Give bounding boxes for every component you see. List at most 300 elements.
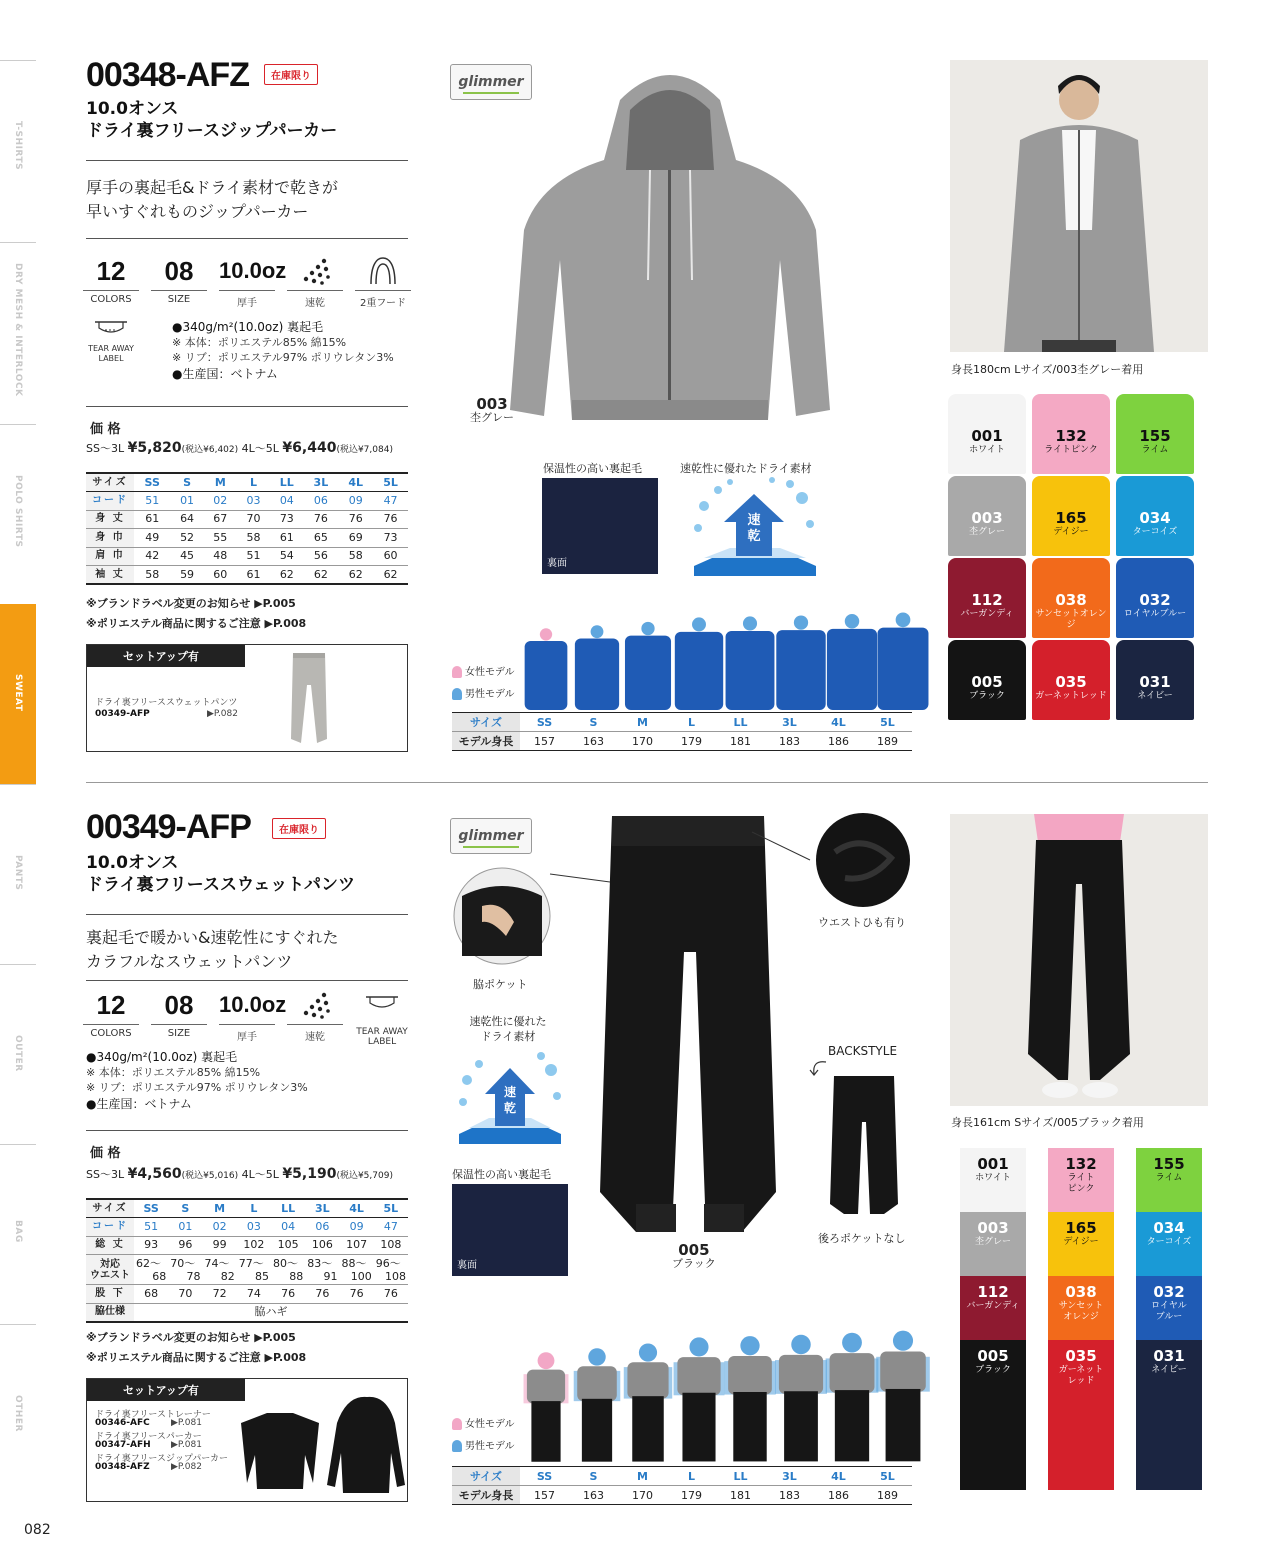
male-model-figure bbox=[775, 1335, 827, 1462]
stat-dry: 速乾 bbox=[287, 256, 343, 309]
color-code: 003 bbox=[977, 1219, 1009, 1237]
nav-other[interactable] bbox=[0, 1324, 36, 1504]
size-cell: S bbox=[168, 1199, 202, 1218]
color-swatch[interactable] bbox=[1136, 1276, 1202, 1344]
size-cell: 69 bbox=[338, 529, 373, 548]
size-row bbox=[86, 547, 408, 566]
male-model-figure bbox=[574, 1348, 621, 1461]
size-col-header: SS bbox=[134, 473, 170, 492]
size-cell: 72 bbox=[203, 1285, 237, 1304]
stat-size: 08 SIZE bbox=[151, 256, 207, 305]
color-swatch[interactable] bbox=[1116, 640, 1194, 720]
model-cell: 157 bbox=[520, 732, 569, 751]
model-cell: 157 bbox=[520, 1486, 569, 1505]
size-row-label: コード bbox=[86, 1218, 134, 1237]
color-swatch[interactable] bbox=[1116, 558, 1194, 638]
model-cell: LL bbox=[716, 713, 765, 732]
size-table bbox=[86, 472, 408, 585]
size-col-header: 5L bbox=[373, 473, 408, 492]
stat-colors: 12 COLORS bbox=[83, 256, 139, 305]
color-swatch[interactable] bbox=[1048, 1212, 1114, 1280]
pants-thumb bbox=[287, 649, 331, 749]
color-code: 005 bbox=[977, 1347, 1009, 1365]
lead-line: カラフルなスウェットパンツ bbox=[86, 952, 293, 971]
color-code: 035 bbox=[1065, 1347, 1097, 1365]
size-row bbox=[86, 510, 408, 529]
color-swatch[interactable] bbox=[1048, 1148, 1114, 1216]
size-cell: 52 bbox=[170, 529, 203, 548]
product-code: 00348-AFZ bbox=[86, 56, 249, 94]
color-code: 132 bbox=[1055, 427, 1087, 445]
size-cell: 06 bbox=[305, 1218, 339, 1237]
tear-label-icon bbox=[91, 318, 131, 340]
color-code: 032 bbox=[1153, 1283, 1185, 1301]
color-code: 038 bbox=[1065, 1283, 1097, 1301]
size-cell: 93 bbox=[134, 1236, 168, 1255]
model-cell: 179 bbox=[667, 1486, 716, 1505]
male-model-figure bbox=[876, 1331, 930, 1462]
color-code: 165 bbox=[1055, 509, 1087, 527]
size-cell: 55 bbox=[204, 529, 237, 548]
size-cell: 01 bbox=[170, 492, 203, 511]
model-cell: 163 bbox=[569, 732, 618, 751]
male-model-figure bbox=[674, 1337, 725, 1461]
model-cell: 181 bbox=[716, 1486, 765, 1505]
size-cell: 51 bbox=[134, 1218, 168, 1237]
size-header-row bbox=[86, 473, 408, 492]
color-name: サンセットオレンジ bbox=[1035, 609, 1107, 630]
svg-text:乾: 乾 bbox=[503, 1101, 517, 1115]
size-cell: 70 bbox=[168, 1285, 202, 1304]
color-swatch[interactable] bbox=[948, 558, 1026, 638]
model-caption: 身長161cm Sサイズ/005ブラック着用 bbox=[951, 1116, 1144, 1129]
model-row-label: モデル身長 bbox=[452, 1486, 520, 1505]
size-cell: 77〜 85 bbox=[238, 1256, 269, 1283]
color-swatch[interactable] bbox=[948, 394, 1026, 474]
color-code: 155 bbox=[1153, 1155, 1185, 1173]
size-cell: 58 bbox=[338, 547, 373, 566]
color-swatch[interactable] bbox=[1116, 394, 1194, 474]
model-cell: 181 bbox=[716, 732, 765, 751]
nav-label: DRY MESH & INTERLOCK bbox=[13, 263, 23, 397]
color-code: 165 bbox=[1065, 1219, 1097, 1237]
size-cell: 03 bbox=[237, 492, 270, 511]
color-name: ガーネット レッド bbox=[1058, 1365, 1104, 1386]
callout-lines bbox=[548, 830, 828, 890]
model-row-label: モデル身長 bbox=[452, 732, 520, 751]
stat-tear-away: TEAR AWAY LABEL bbox=[352, 990, 412, 1047]
color-swatch[interactable] bbox=[1136, 1340, 1202, 1490]
color-name: デイジー bbox=[1053, 527, 1089, 537]
hood-icon bbox=[355, 256, 411, 286]
dry-dots-icon bbox=[287, 990, 343, 1020]
size-row-label: 脇仕様 bbox=[86, 1303, 134, 1322]
size-row bbox=[86, 1303, 408, 1322]
color-name: ブラック bbox=[975, 1365, 1011, 1375]
model-size-row bbox=[452, 713, 912, 732]
color-code: 155 bbox=[1139, 427, 1171, 445]
svg-text:速: 速 bbox=[503, 1085, 517, 1099]
color-swatch[interactable] bbox=[948, 476, 1026, 556]
size-cell: 88〜 100 bbox=[341, 1256, 372, 1283]
model-photo bbox=[950, 814, 1208, 1106]
model-cell: 4L bbox=[814, 1467, 863, 1486]
stock-badge: 在庫限り bbox=[272, 818, 326, 839]
pocket-label: 脇ポケット bbox=[473, 978, 528, 991]
size-row-label: サイズ bbox=[86, 473, 134, 492]
lead-line: 厚手の裏起毛&ドライ素材で乾きが bbox=[86, 178, 338, 197]
fleece-swatch: 裏面 bbox=[542, 478, 658, 574]
size-cell: 51 bbox=[237, 547, 270, 566]
color-swatch[interactable] bbox=[1136, 1212, 1202, 1280]
brand-logo: glimmer bbox=[450, 818, 532, 854]
color-name: ブラック bbox=[969, 691, 1005, 701]
setup-item[interactable]: ドライ裏フリースジップパーカー bbox=[95, 1454, 229, 1464]
size-row bbox=[86, 1199, 408, 1218]
size-cell: 51 bbox=[134, 492, 170, 511]
dry-material-icon bbox=[455, 1048, 565, 1148]
model-cell: 179 bbox=[667, 732, 716, 751]
product-name: ドライ裏フリースジップパーカー bbox=[86, 121, 338, 141]
color-swatch[interactable] bbox=[1032, 394, 1110, 474]
size-cell: 5L bbox=[374, 1199, 408, 1218]
setup-item-code[interactable]: 00347-AFH ▶P.081 bbox=[95, 1440, 202, 1450]
size-cell: 62 bbox=[373, 566, 408, 585]
size-cell: M bbox=[203, 1199, 237, 1218]
nav-label: T-SHIRTS bbox=[13, 121, 23, 171]
color-code: 112 bbox=[977, 1283, 1009, 1301]
size-cell: 02 bbox=[204, 492, 237, 511]
size-cell: 83〜 91 bbox=[307, 1256, 338, 1283]
size-cell: 59 bbox=[170, 566, 203, 585]
size-cell: 76 bbox=[303, 510, 338, 529]
color-name: ロイヤル ブルー bbox=[1151, 1301, 1187, 1322]
product-name: ドライ裏フリーススウェットパンツ bbox=[86, 875, 355, 895]
color-name: デイジー bbox=[1063, 1237, 1099, 1247]
male-model-figure bbox=[726, 616, 775, 710]
size-cell: 06 bbox=[303, 492, 338, 511]
svg-text:速: 速 bbox=[747, 513, 761, 528]
female-icon bbox=[452, 666, 462, 678]
size-cell: 62 bbox=[303, 566, 338, 585]
color-code: 005 bbox=[971, 673, 1003, 691]
nav-polo[interactable] bbox=[0, 424, 36, 604]
color-swatch[interactable] bbox=[948, 640, 1026, 720]
model-cell: 189 bbox=[863, 1486, 912, 1505]
size-cell: SS bbox=[134, 1199, 168, 1218]
model-height-table bbox=[452, 1466, 912, 1505]
stat-size: 08 SIZE bbox=[151, 990, 207, 1039]
size-cell: 73 bbox=[373, 529, 408, 548]
svg-text:乾: 乾 bbox=[747, 529, 761, 544]
size-cell: 76 bbox=[374, 1285, 408, 1304]
price-heading: 価 格 bbox=[90, 422, 121, 437]
note-line[interactable]: ※ブランドラベル変更のお知らせ ▶P.005 bbox=[86, 1331, 296, 1344]
size-cell: 74 bbox=[237, 1285, 271, 1304]
size-models-figure bbox=[520, 1324, 930, 1464]
size-cell: 45 bbox=[170, 547, 203, 566]
setup-item[interactable]: ドライ裏フリーストレーナー bbox=[95, 1410, 211, 1420]
size-cell: 4L bbox=[340, 1199, 374, 1218]
size-row-label: コード bbox=[86, 492, 134, 511]
size-col-header: 4L bbox=[338, 473, 373, 492]
size-col-header: LL bbox=[270, 473, 303, 492]
color-swatch[interactable] bbox=[960, 1276, 1026, 1344]
size-cell: 64 bbox=[170, 510, 203, 529]
model-height-row bbox=[452, 1486, 912, 1505]
size-col-header: L bbox=[237, 473, 270, 492]
size-row bbox=[86, 1218, 408, 1237]
size-cell: 09 bbox=[340, 1218, 374, 1237]
color-name: ライム bbox=[1155, 1173, 1183, 1183]
stat-hood: 2重フード bbox=[355, 256, 411, 309]
model-cell: 170 bbox=[618, 1486, 667, 1505]
color-code: 003 bbox=[971, 509, 1003, 527]
setup-item-code[interactable]: 00348-AFZ ▶P.082 bbox=[95, 1462, 202, 1472]
model-row-label: サイズ bbox=[452, 713, 520, 732]
male-model-figure bbox=[675, 617, 723, 710]
stat-dry: 速乾 bbox=[287, 990, 343, 1043]
waist-cord-detail-image bbox=[815, 812, 911, 908]
size-col-header: 3L bbox=[303, 473, 338, 492]
size-row-label: 肩 巾 bbox=[86, 547, 134, 566]
pocket-detail-image bbox=[452, 866, 552, 966]
size-row bbox=[86, 529, 408, 548]
male-model-figure bbox=[575, 625, 619, 710]
size-cell: 60 bbox=[373, 547, 408, 566]
female-model-figure bbox=[525, 628, 568, 710]
size-table bbox=[86, 1198, 408, 1323]
stat-colors: 12 COLORS bbox=[83, 990, 139, 1039]
model-size-row bbox=[452, 1467, 912, 1486]
model-cell: 189 bbox=[863, 732, 912, 751]
color-swatch[interactable] bbox=[1136, 1148, 1202, 1216]
main-color-caption: 003 杢グレー bbox=[470, 395, 514, 424]
color-code: 001 bbox=[977, 1155, 1009, 1173]
fleece-swatch: 裏面 bbox=[452, 1184, 568, 1276]
male-model-figure bbox=[624, 1343, 672, 1461]
spec-block: ●340g/m²(10.0oz) 裏起毛 ※ 本体：ポリエステル85% 綿15% ※ リブ：ポリエステル97% ポリウレタン3% ●生産国：ベトナム bbox=[86, 1050, 308, 1111]
color-code: 132 bbox=[1065, 1155, 1097, 1173]
color-code: 031 bbox=[1139, 673, 1171, 691]
lead-line: 早いすぐれものジップパーカー bbox=[86, 202, 309, 221]
size-col-header: S bbox=[170, 473, 203, 492]
main-color-caption: 005 ブラック bbox=[672, 1241, 716, 1270]
color-name: ガーネットレッド bbox=[1035, 691, 1107, 701]
model-legend: 女性モデル 男性モデル bbox=[452, 1414, 515, 1458]
note-line[interactable]: ※ブランドラベル変更のお知らせ ▶P.005 bbox=[86, 597, 296, 610]
color-swatch[interactable] bbox=[1048, 1276, 1114, 1344]
size-row-label: サイズ bbox=[86, 1199, 134, 1218]
model-cell: LL bbox=[716, 1467, 765, 1486]
model-cell: 170 bbox=[618, 732, 667, 751]
color-swatch[interactable] bbox=[960, 1340, 1026, 1490]
model-cell: 3L bbox=[765, 713, 814, 732]
size-cell: 70 bbox=[237, 510, 270, 529]
nav-label: BAG bbox=[13, 1220, 23, 1243]
male-model-figure bbox=[625, 622, 671, 710]
male-model-figure bbox=[826, 1333, 879, 1462]
size-cell: 107 bbox=[340, 1236, 374, 1255]
size-cell: 47 bbox=[373, 492, 408, 511]
size-cell: 76 bbox=[305, 1285, 339, 1304]
price-line: SS〜3L ¥5,820(税込¥6,402) 4L〜5L ¥6,440(税込¥7,084) bbox=[86, 440, 393, 456]
stat-weight: 10.0oz 厚手 bbox=[219, 258, 287, 309]
size-cell: 96〜 108 bbox=[375, 1256, 406, 1283]
product-code: 00349-AFP bbox=[86, 808, 251, 846]
size-row-label: 身 巾 bbox=[86, 529, 134, 548]
product-subtitle: 10.0オンス bbox=[86, 99, 179, 119]
model-row-label: サイズ bbox=[452, 1467, 520, 1486]
color-swatch[interactable] bbox=[1116, 476, 1194, 556]
color-code: 035 bbox=[1055, 673, 1087, 691]
size-cell: 01 bbox=[168, 1218, 202, 1237]
page-number: 082 bbox=[24, 1522, 51, 1538]
model-cell: S bbox=[569, 1467, 618, 1486]
model-cell: 163 bbox=[569, 1486, 618, 1505]
size-cell: 76 bbox=[340, 1285, 374, 1304]
color-swatch[interactable] bbox=[960, 1212, 1026, 1280]
sweat-tops-thumb bbox=[227, 1393, 405, 1501]
nav-outer[interactable] bbox=[0, 964, 36, 1144]
nav-label: PANTS bbox=[13, 855, 23, 891]
nav-sweat[interactable] bbox=[0, 604, 36, 784]
lead-line: 裏起毛で暖かい&速乾性にすぐれた bbox=[86, 928, 339, 947]
spec-block: ●340g/m²(10.0oz) 裏起毛 ※ 本体：ポリエステル85% 綿15% ※ リブ：ポリエステル97% ポリウレタン3% ●生産国：ベトナム bbox=[172, 320, 394, 381]
size-cell: 48 bbox=[204, 547, 237, 566]
price-heading: 価 格 bbox=[90, 1146, 121, 1161]
size-cell: 76 bbox=[271, 1285, 305, 1304]
model-cell: 183 bbox=[765, 1486, 814, 1505]
dry-dots-icon bbox=[287, 256, 343, 286]
size-cell: 47 bbox=[374, 1218, 408, 1237]
setup-item[interactable]: ドライ裏フリースパーカー bbox=[95, 1432, 202, 1442]
female-model-figure bbox=[524, 1352, 569, 1462]
size-cell: 56 bbox=[303, 547, 338, 566]
size-cell: 108 bbox=[374, 1236, 408, 1255]
color-name: ターコイズ bbox=[1146, 1237, 1192, 1247]
model-cell: S bbox=[569, 713, 618, 732]
setup-heading: セットアップ有 bbox=[87, 1379, 245, 1401]
size-cell: 02 bbox=[203, 1218, 237, 1237]
size-models-figure bbox=[520, 606, 930, 710]
no-back-pocket-label: 後ろポケットなし bbox=[818, 1232, 906, 1245]
setup-item-code[interactable]: 00346-AFC ▶P.081 bbox=[95, 1418, 202, 1428]
color-name: ネイビー bbox=[1151, 1365, 1187, 1375]
size-cell: LL bbox=[271, 1199, 305, 1218]
color-code: 034 bbox=[1139, 509, 1171, 527]
model-legend: 女性モデル 男性モデル bbox=[452, 662, 515, 706]
size-cell: L bbox=[237, 1199, 271, 1218]
size-cell: 73 bbox=[270, 510, 303, 529]
size-row-label: 対応 ウエスト bbox=[86, 1255, 134, 1285]
model-cell: 186 bbox=[814, 1486, 863, 1505]
color-swatch[interactable] bbox=[1048, 1340, 1114, 1490]
color-swatch[interactable] bbox=[1032, 558, 1110, 638]
price-line: SS〜3L ¥4,560(税込¥5,016) 4L〜5L ¥5,190(税込¥5,709) bbox=[86, 1166, 393, 1182]
size-cell: 54 bbox=[270, 547, 303, 566]
size-row bbox=[86, 1285, 408, 1304]
size-cell: 42 bbox=[134, 547, 170, 566]
model-cell: 3L bbox=[765, 1467, 814, 1486]
size-cell: 62 bbox=[338, 566, 373, 585]
color-name: バーガンディ bbox=[966, 1301, 1020, 1311]
color-swatch[interactable] bbox=[1032, 640, 1110, 720]
size-row-label: 総 丈 bbox=[86, 1236, 134, 1255]
note-line[interactable]: ※ポリエステル商品に関するご注意 ▶P.008 bbox=[86, 1351, 307, 1364]
model-cell: M bbox=[618, 1467, 667, 1486]
nav-dry-mesh[interactable] bbox=[0, 242, 36, 424]
male-model-figure bbox=[827, 614, 877, 710]
color-swatch[interactable] bbox=[1032, 476, 1110, 556]
model-cell: SS bbox=[520, 713, 569, 732]
color-code: 112 bbox=[971, 591, 1003, 609]
color-name: 杢グレー bbox=[974, 1237, 1011, 1247]
size-cell: 105 bbox=[271, 1236, 305, 1255]
setup-item[interactable]: ドライ裏フリーススウェットパンツ bbox=[95, 698, 238, 708]
color-code: 034 bbox=[1153, 1219, 1185, 1237]
color-name: ライト ピンク bbox=[1067, 1173, 1095, 1194]
size-cell: 70〜 78 bbox=[170, 1256, 201, 1283]
size-cell: 60 bbox=[204, 566, 237, 585]
size-cell: 99 bbox=[203, 1236, 237, 1255]
model-cell: 4L bbox=[814, 713, 863, 732]
male-model-figure bbox=[878, 612, 929, 710]
fleece-feature-label: 保温性の高い裏起毛 bbox=[543, 462, 642, 475]
tear-away-label: TEAR AWAY LABEL bbox=[84, 318, 138, 364]
size-row bbox=[86, 1236, 408, 1255]
size-cell: 49 bbox=[134, 529, 170, 548]
size-cell: 03 bbox=[237, 1218, 271, 1237]
backstyle-label: BACKSTYLE bbox=[828, 1044, 898, 1058]
male-icon bbox=[452, 1440, 462, 1452]
size-cell: 58 bbox=[134, 566, 170, 585]
model-cell: 186 bbox=[814, 732, 863, 751]
color-swatch[interactable] bbox=[960, 1148, 1026, 1216]
tear-label-icon bbox=[352, 990, 412, 1020]
back-pants-image bbox=[826, 1074, 902, 1220]
male-icon bbox=[452, 688, 462, 700]
nav-label: POLO SHIRTS bbox=[13, 475, 23, 548]
nav-tshirts[interactable] bbox=[0, 60, 36, 242]
color-name: 杢グレー bbox=[968, 527, 1005, 537]
product-subtitle: 10.0オンス bbox=[86, 853, 179, 873]
color-code: 032 bbox=[1139, 591, 1171, 609]
color-name: バーガンディ bbox=[960, 609, 1014, 619]
size-cell: 62 bbox=[270, 566, 303, 585]
note-line[interactable]: ※ポリエステル商品に関するご注意 ▶P.008 bbox=[86, 617, 307, 630]
setup-item-code[interactable]: 00349-AFP ▶P.082 bbox=[95, 709, 238, 719]
model-cell: 5L bbox=[863, 1467, 912, 1486]
model-cell: 5L bbox=[863, 713, 912, 732]
model-cell: M bbox=[618, 713, 667, 732]
size-cell: 3L bbox=[305, 1199, 339, 1218]
fleece-feature-label: 保温性の高い裏起毛 bbox=[452, 1168, 551, 1181]
size-cell: 76 bbox=[338, 510, 373, 529]
color-code: 031 bbox=[1153, 1347, 1185, 1365]
waist-cord-label: ウエストひも有り bbox=[818, 916, 906, 929]
brand-logo: glimmer bbox=[450, 64, 532, 100]
size-cell: 106 bbox=[305, 1236, 339, 1255]
nav-pants[interactable] bbox=[0, 784, 36, 964]
setup-box bbox=[86, 644, 408, 752]
nav-bag[interactable] bbox=[0, 1144, 36, 1324]
size-row-label: 股 下 bbox=[86, 1285, 134, 1304]
model-cell: 183 bbox=[765, 732, 814, 751]
size-cell: 80〜 88 bbox=[273, 1256, 304, 1283]
nav-label: OUTER bbox=[13, 1035, 23, 1072]
nav-label: OTHER bbox=[13, 1395, 23, 1432]
